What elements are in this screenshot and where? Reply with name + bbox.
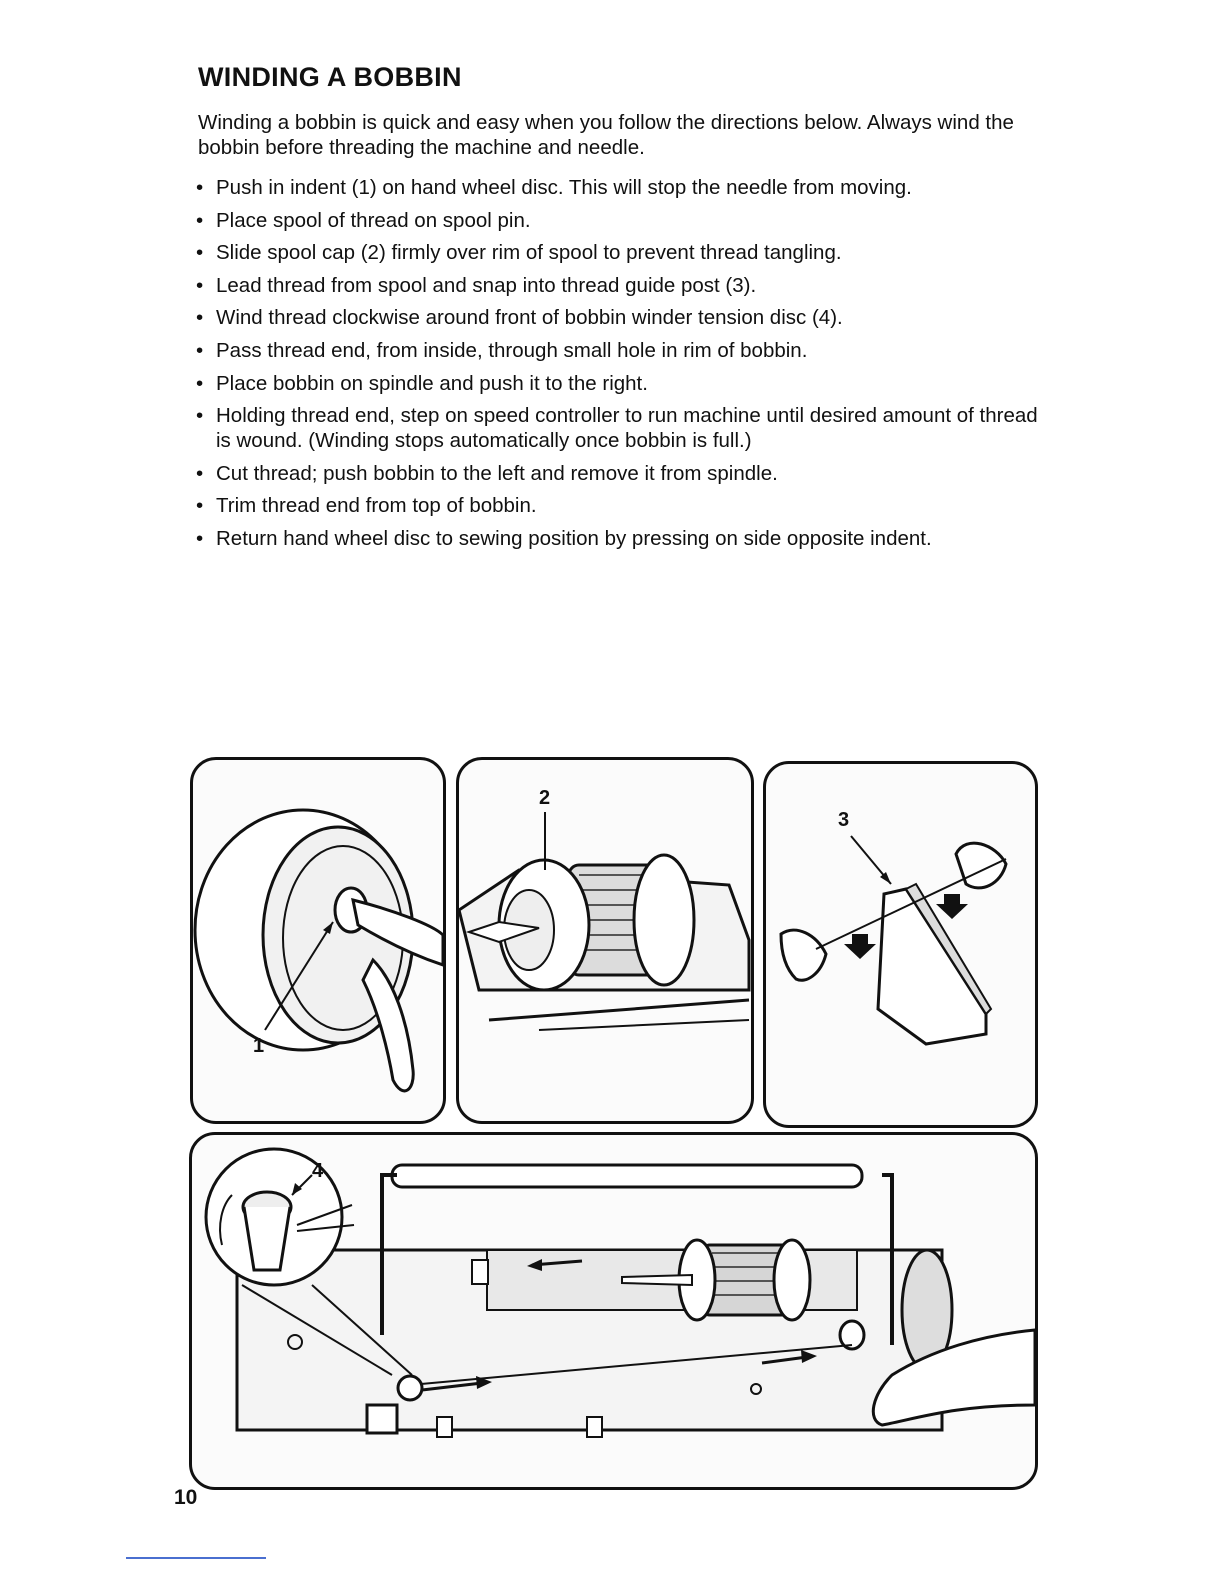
step-item: • Trim thread end from top of bobbin. bbox=[192, 493, 1042, 518]
callout-4: 4 bbox=[312, 1160, 324, 1182]
figure-thread-guide bbox=[763, 761, 1038, 1128]
step-item: • Slide spool cap (2) firmly over rim of spool to prevent thread tangling. bbox=[192, 240, 1042, 265]
page-number: 10 bbox=[174, 1486, 198, 1509]
step-item: • Cut thread; push bobbin to the left and remove it from spindle. bbox=[192, 461, 1042, 486]
callout-1: 1 bbox=[253, 1035, 265, 1057]
step-item: • Place spool of thread on spool pin. bbox=[192, 208, 1042, 233]
callout-2: 2 bbox=[539, 787, 551, 809]
page-title: WINDING A BOBBIN bbox=[198, 62, 462, 92]
figure-bobbin-winder bbox=[189, 1132, 1038, 1490]
figure-hand-wheel bbox=[190, 757, 446, 1124]
callout-3: 3 bbox=[838, 809, 850, 831]
step-item: • Push in indent (1) on hand wheel disc. This will stop the needle from moving. bbox=[192, 175, 1042, 200]
step-item: • Wind thread clockwise around front of bobbin winder tension disc (4). bbox=[192, 305, 1042, 330]
step-item: • Pass thread end, from inside, through small hole in rim of bobbin. bbox=[192, 338, 1042, 363]
steps-list bbox=[192, 175, 1042, 559]
thread-guide-illustration bbox=[766, 764, 1035, 1125]
step-item: • Holding thread end, step on speed controller to run machine until desired amount of thread is wound. (Winding stops automatically once bobbin is full.) bbox=[192, 403, 1042, 453]
step-item: • Return hand wheel disc to sewing position by pressing on side opposite indent. bbox=[192, 526, 1042, 551]
intro-paragraph: Winding a bobbin is quick and easy when you follow the directions below. Always wind the bobbin before threading the machine and needle. bbox=[198, 111, 1014, 159]
step-item: • Lead thread from spool and snap into thread guide post (3). bbox=[192, 273, 1042, 298]
spool-cap-illustration bbox=[459, 760, 751, 1121]
bobbin-winder-illustration bbox=[192, 1135, 1035, 1487]
footer-divider bbox=[126, 1557, 266, 1559]
step-item: • Place bobbin on spindle and push it to the right. bbox=[192, 371, 1042, 396]
figure-spool-cap bbox=[456, 757, 754, 1124]
hand-wheel-illustration bbox=[193, 760, 443, 1121]
